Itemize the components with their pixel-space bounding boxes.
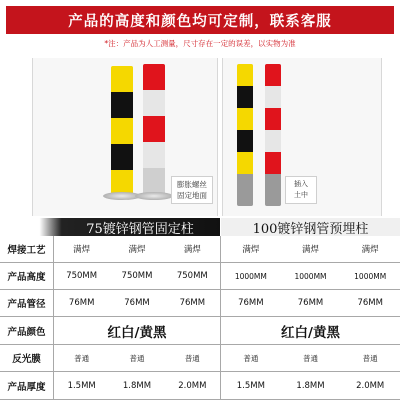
table-cell: 满焊 xyxy=(302,245,320,255)
table-cell: 满焊 xyxy=(183,245,201,255)
table-cell: 普通 xyxy=(303,353,318,363)
row-header: 反光膜 xyxy=(0,345,54,371)
table-row xyxy=(0,236,400,263)
table-cell: 1000MM xyxy=(234,271,267,281)
table-cell: 满焊 xyxy=(361,245,379,255)
model-title-embedded-text: 100镀锌钢管预埋柱 xyxy=(252,221,369,237)
table-cell: 750MM xyxy=(121,271,153,281)
table-cell: 750MM xyxy=(176,271,208,281)
red-white-bollard xyxy=(265,64,281,206)
row-header: 产品管径 xyxy=(0,290,54,316)
spec-table xyxy=(0,236,400,400)
table-cell: 满焊 xyxy=(73,245,91,255)
yellow-black-bollard xyxy=(237,64,253,206)
anchor-label xyxy=(171,176,213,204)
table-cell: 普通 xyxy=(362,353,378,363)
table-cell: 2.0MM xyxy=(356,380,385,391)
table-cell: 76MM xyxy=(297,298,324,308)
table-cell-merged: 红白/黄黑 xyxy=(281,324,340,341)
table-row xyxy=(0,290,400,317)
embed-label xyxy=(285,176,317,204)
table-cell: 1.8MM xyxy=(122,380,152,391)
table-cell: 1.5MM xyxy=(67,380,96,391)
embed-label-line1: 插入 xyxy=(294,180,308,188)
table-cell: 76MM xyxy=(357,298,383,308)
table-row xyxy=(0,317,400,345)
table-cell: 1.8MM xyxy=(296,380,325,391)
table-cell: 满焊 xyxy=(242,245,260,255)
model-title-embedded xyxy=(221,218,400,236)
table-cell: 满焊 xyxy=(128,245,146,255)
header-banner xyxy=(6,6,394,34)
red-white-bollard xyxy=(143,64,165,194)
row-header: 焊接工艺 xyxy=(0,236,54,262)
table-cell: 750MM xyxy=(66,271,98,281)
table-cell: 76MM xyxy=(179,298,206,308)
table-cell: 76MM xyxy=(124,298,150,308)
measurement-note: *注：产品为人工测量，尺寸存在一定的误差，以实物为准 xyxy=(104,39,296,48)
table-cell: 普通 xyxy=(74,353,90,363)
table-row xyxy=(0,372,400,400)
photo-fixed-bollards xyxy=(32,58,218,216)
table-cell: 76MM xyxy=(68,298,95,308)
table-cell: 1000MM xyxy=(354,271,387,281)
table-cell: 普通 xyxy=(184,353,200,363)
table-cell: 普通 xyxy=(243,353,259,363)
row-header: 产品厚度 xyxy=(0,372,54,399)
photo-embedded-bollards xyxy=(222,58,382,216)
row-header: 产品高度 xyxy=(0,263,54,289)
bollard-base-plate xyxy=(135,192,173,200)
anchor-label-line2: 固定地面 xyxy=(177,191,207,200)
table-row xyxy=(0,345,400,372)
table-cell-merged: 红白/黄黑 xyxy=(107,324,167,341)
table-cell: 2.0MM xyxy=(178,380,207,391)
model-title-fixed xyxy=(0,218,220,236)
banner-title: 产品的高度和颜色均可定制，联系客服 xyxy=(68,13,332,30)
model-title-fixed-text: 75镀锌钢管固定柱 xyxy=(86,221,194,237)
anchor-label-line1: 膨胀螺丝 xyxy=(177,180,207,189)
embed-label-line2: 土中 xyxy=(294,191,308,199)
table-row xyxy=(0,263,400,290)
table-cell: 1.5MM xyxy=(236,380,265,391)
row-header: 产品颜色 xyxy=(0,317,54,344)
table-cell: 普通 xyxy=(129,353,145,363)
yellow-black-bollard xyxy=(111,66,133,194)
table-cell: 1000MM xyxy=(294,271,327,281)
table-cell: 76MM xyxy=(238,298,264,308)
